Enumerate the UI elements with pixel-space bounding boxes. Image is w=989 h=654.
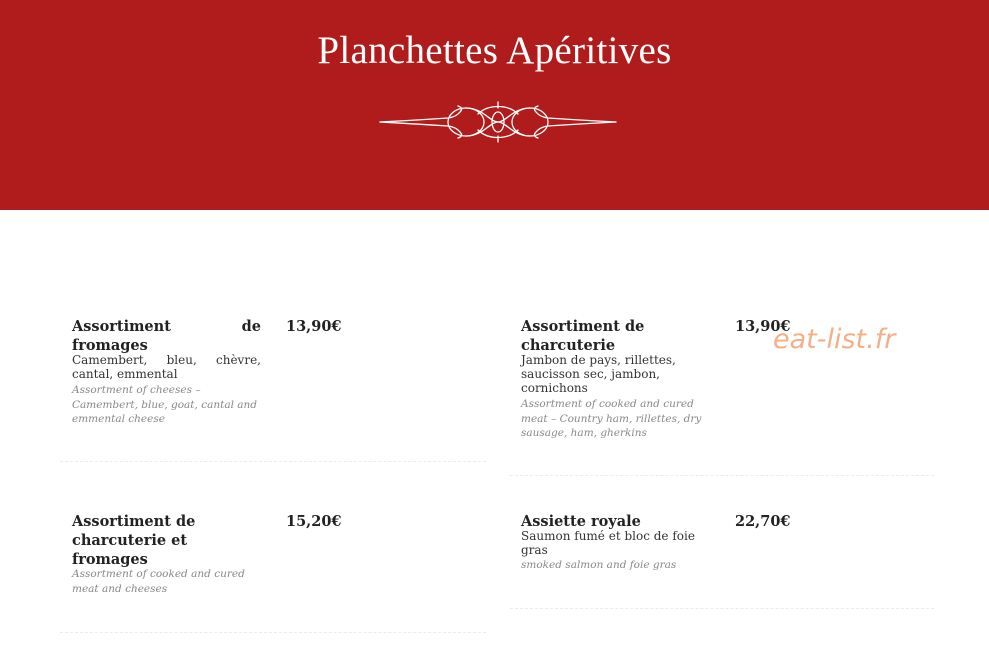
dish-name: Assiette royale [521, 513, 641, 530]
dish-translation: smoked salmon and foie gras [521, 559, 677, 571]
watermark: eat-list.fr [773, 324, 896, 355]
flourish-divider-icon [378, 100, 618, 144]
dish-name: Assortiment de fromages [72, 318, 261, 354]
item-divider [510, 475, 934, 476]
dish-name: Assortiment de charcuterie et fromages [72, 513, 196, 568]
item-divider [60, 632, 486, 633]
menu-header [0, 0, 989, 210]
dish-name: Assortiment de charcuterie [521, 318, 645, 354]
dish-translation: Assortment of cooked and cured meat and cheeses [72, 568, 245, 595]
dish-description: Jambon de pays, rillettes, saucisson sec, jambon, cornichons [521, 353, 676, 395]
page-title: Planchettes Apéritives [317, 29, 672, 72]
dish-price: 15,20€ [286, 513, 342, 530]
dish-description: Saumon fumé et bloc de foie gras [521, 529, 695, 557]
dish-translation: Assortment of cooked and cured meat – Country ham, rillettes, dry sausage, ham, gherkins [521, 398, 702, 439]
dish-description: Camembert, bleu, chèvre, cantal, emmental [72, 353, 261, 381]
item-divider [60, 461, 486, 462]
dish-translation: Assortment of cheeses – Camembert, blue, goat, cantal and emmental cheese [72, 384, 258, 425]
dish-price: 13,90€ [286, 318, 342, 335]
dish-price: 22,70€ [735, 513, 791, 530]
item-divider [510, 608, 934, 609]
dish-price: 13,90€ [735, 318, 791, 335]
